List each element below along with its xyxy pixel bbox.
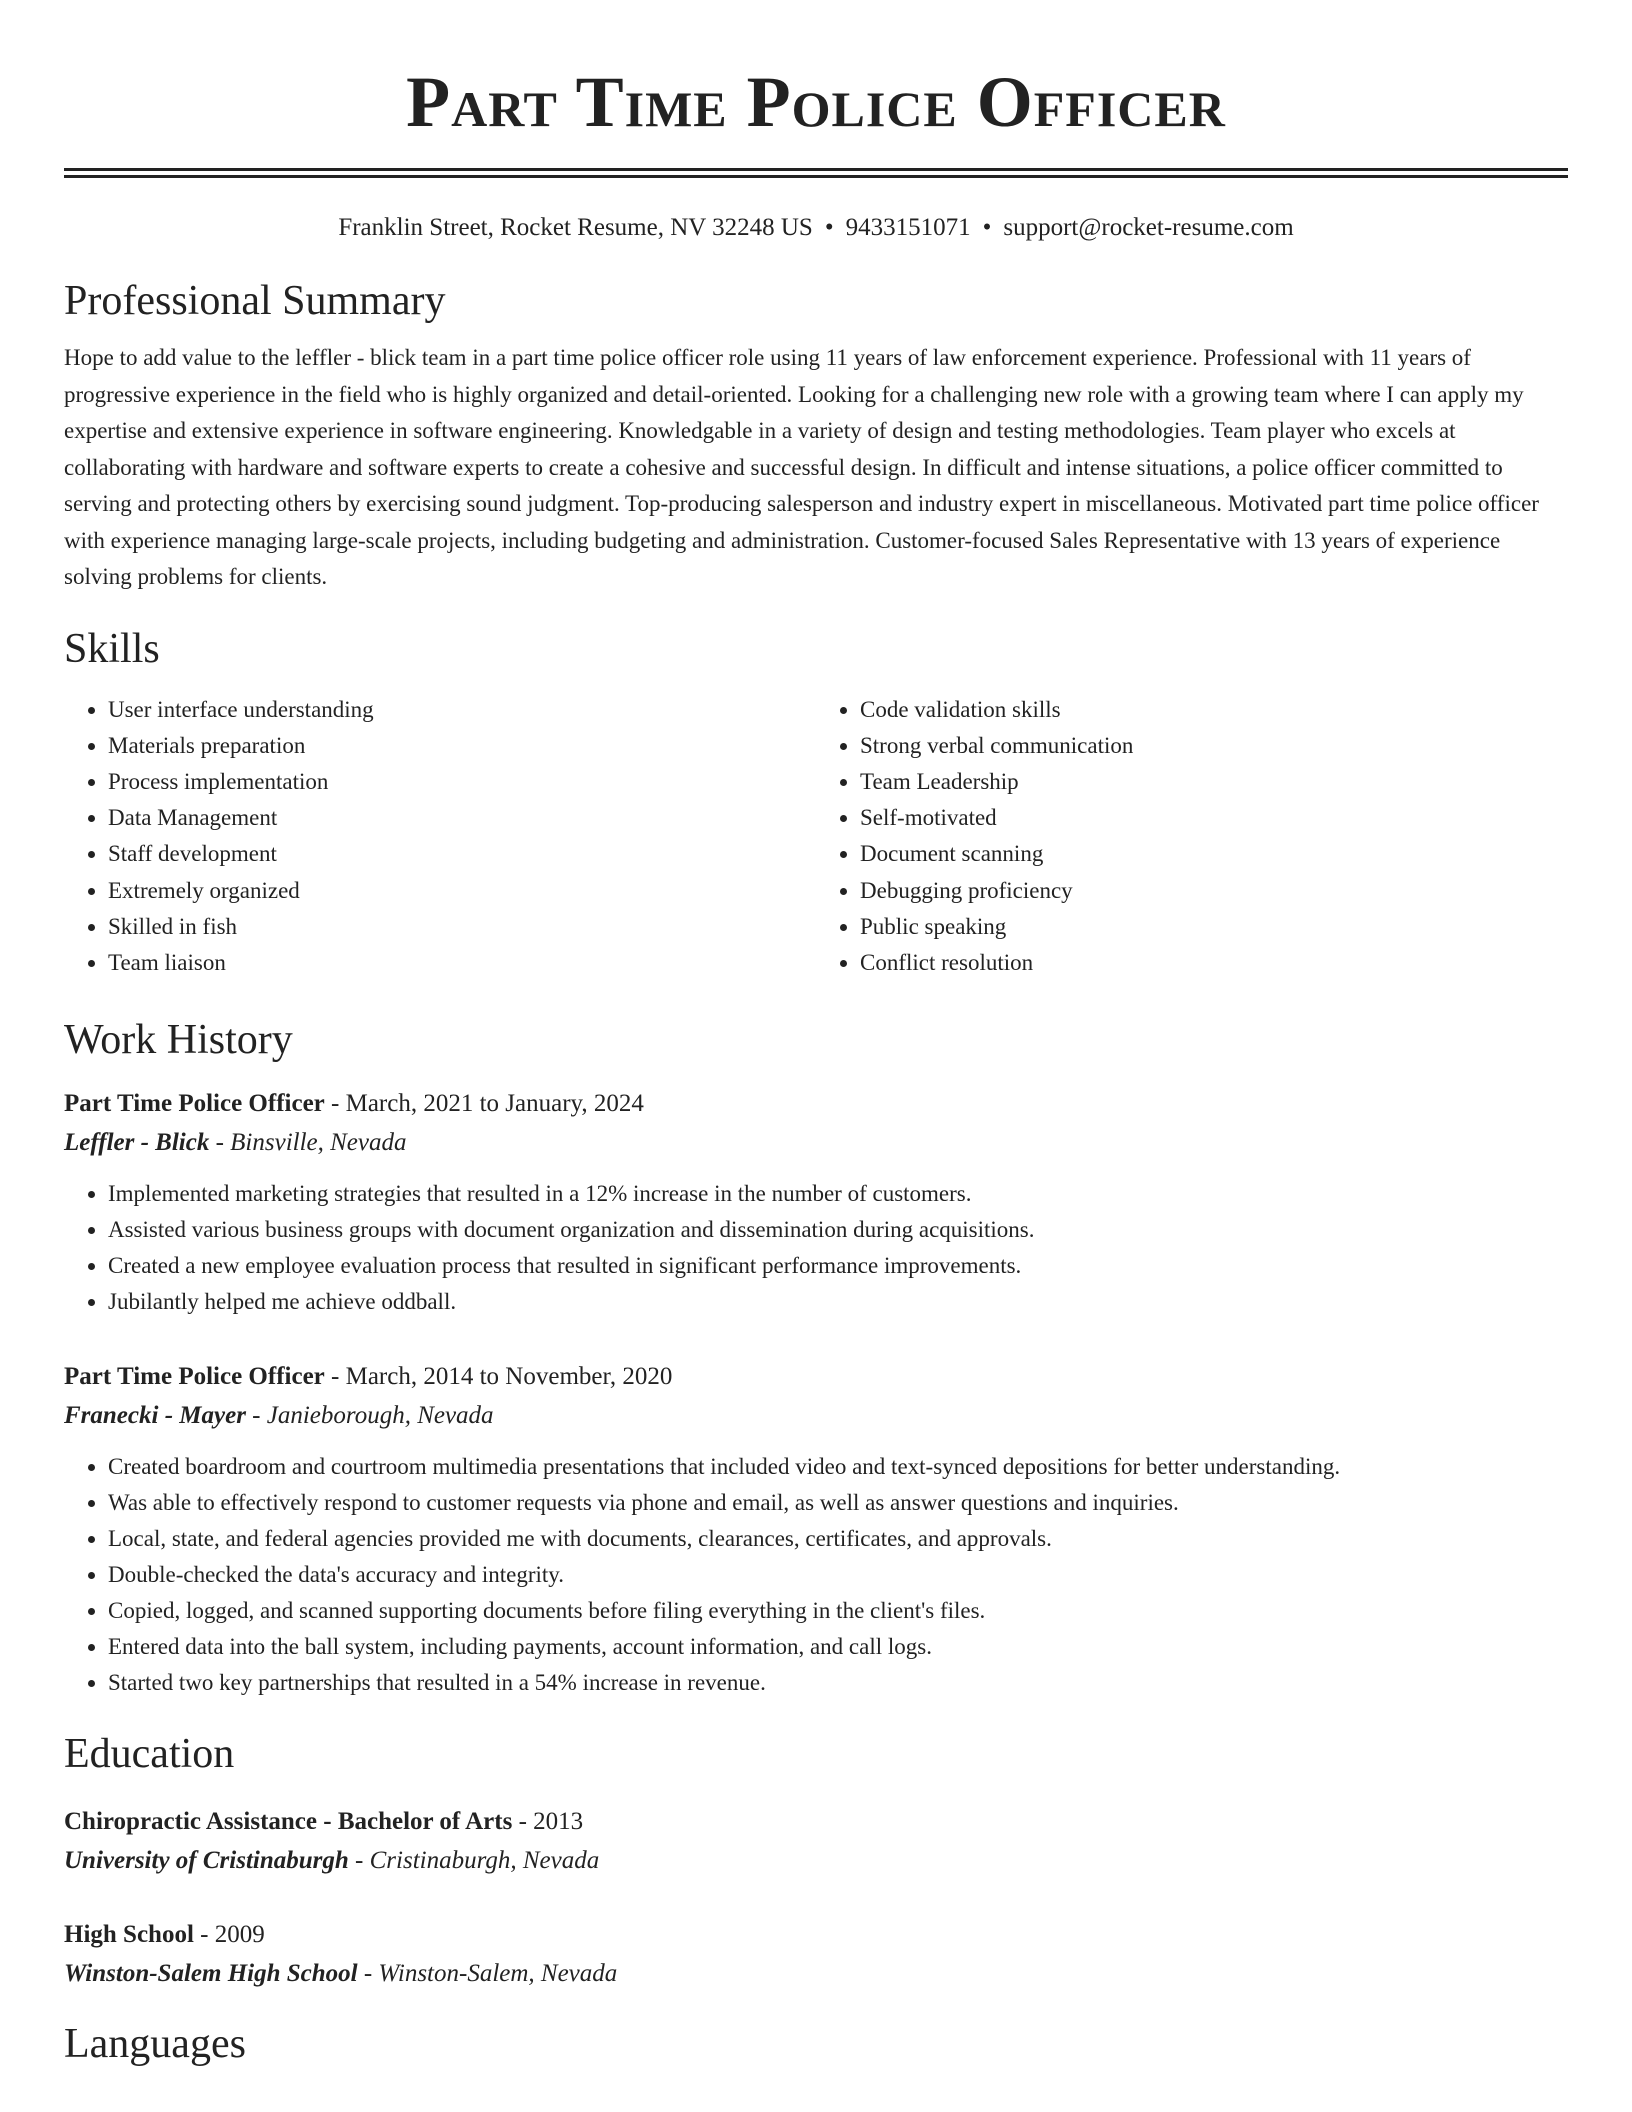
work-history-heading: Work History (64, 1017, 293, 1064)
education-heading: Education (64, 1731, 235, 1778)
job-bullet: • Started two key partnerships that resulted in a 54% increase in revenue. (108, 1665, 1568, 1701)
skill-item: • Team Leadership (860, 764, 1568, 800)
job-bullet: • Was able to effectively respond to customer requests via phone and email, as well as answer questions and inquiries. (108, 1485, 1568, 1521)
contact-address: Franklin Street, Rocket Resume, NV 32248 US (338, 214, 813, 241)
contact-line (64, 212, 1568, 244)
skill-item: • Skilled in fish (108, 909, 816, 945)
contact-separator: • (824, 214, 834, 241)
dash: - (215, 1129, 224, 1157)
job-entry (64, 1360, 1568, 1701)
job-bullet: • Jubilantly helped me achieve oddball. (108, 1284, 1568, 1320)
job-title: Part Time Police Officer (64, 1090, 325, 1118)
job-dates: March, 2014 to November, 2020 (345, 1363, 673, 1391)
education-degree-line (64, 1805, 1568, 1839)
education-location: Cristinaburgh, Nevada (369, 1847, 600, 1875)
dash: - (355, 1847, 364, 1875)
education-degree: High School (64, 1921, 194, 1949)
dash: - (518, 1808, 527, 1836)
job-bullet: • Assisted various business groups with document organization and dissemination during acquisitions. (108, 1212, 1568, 1248)
job-bullet: • Double-checked the data's accuracy and integrity. (108, 1557, 1568, 1593)
education-school: Winston-Salem High School (64, 1960, 358, 1988)
dash: - (363, 1960, 373, 1988)
summary-heading: Professional Summary (64, 278, 446, 324)
skill-item: • Strong verbal communication (860, 728, 1568, 764)
job-company: Leffler - Blick (64, 1129, 210, 1157)
education-school-line (64, 1957, 1568, 1991)
skill-item: • Document scanning (860, 836, 1568, 872)
skills-column-right (816, 692, 1568, 982)
education-location: Winston-Salem, Nevada (378, 1960, 618, 1988)
dash: - (331, 1090, 340, 1118)
contact-separator: • (982, 214, 992, 241)
contact-phone: 9433151071 (845, 214, 971, 241)
job-location: Janieborough, Nevada (266, 1402, 494, 1430)
skill-item: • Public speaking (860, 909, 1568, 945)
education-year: 2013 (533, 1808, 584, 1836)
contact-email: support@rocket-resume.com (1003, 214, 1294, 241)
job-bullets (64, 1176, 1568, 1320)
dash: - (331, 1363, 340, 1391)
job-bullet: • Entered data into the ball system, including payments, account information, and call logs. (108, 1629, 1568, 1665)
job-bullet: • Copied, logged, and scanned supporting documents before filing everything in the client's files. (108, 1593, 1568, 1629)
skill-item: • Process implementation (108, 764, 816, 800)
skill-item: • Conflict resolution (860, 945, 1568, 981)
skill-item: • Data Management (108, 800, 816, 836)
skills-column-left (64, 692, 816, 982)
skills-grid (64, 692, 1568, 982)
summary-text: Hope to add value to the leffler - blick team in a part time police officer role using 11 years of law enforcement experience. Professional with 11 years of progressive experience in the field who is highly organized and detail-oriented. Looking for a challenging new role with a growing team where I can apply my expertise and extensive experience in software engineering. Knowledgable in a variety of design and testing methodologies. Team player who excels at collaborating with hardware and software experts to create a cohesive and successful design. In difficult and intense situations, a police officer committed to serving and protecting others by exercising sound judgment. Top-producing salesperson and industry expert in miscellaneous. Motivated part time police officer with experience managing large-scale projects, including budgeting and administration. Customer-focused Sales Representative with 13 years of experience solving problems for clients. (64, 345, 1539, 589)
education-entry (64, 1805, 1568, 1878)
resume-title: Part Time Police Officer (406, 62, 1226, 142)
languages-heading: Languages (64, 2021, 246, 2068)
job-title-line (64, 1360, 1568, 1394)
job-dates: March, 2021 to January, 2024 (345, 1090, 644, 1118)
job-bullet: • Implemented marketing strategies that resulted in a 12% increase in the number of customers. (108, 1176, 1568, 1212)
education-entry (64, 1918, 1568, 1991)
skill-item: • Team liaison (108, 945, 816, 981)
skill-item: • Materials preparation (108, 728, 816, 764)
education-degree-line (64, 1918, 1568, 1952)
job-entry (64, 1087, 1568, 1320)
skill-item: • User interface understanding (108, 692, 816, 728)
skills-heading: Skills (64, 625, 160, 672)
dash: - (200, 1921, 209, 1949)
job-bullet: • Local, state, and federal agencies provided me with documents, clearances, certificates, and approvals. (108, 1521, 1568, 1557)
skill-item: • Extremely organized (108, 873, 816, 909)
skill-item: • Self-motivated (860, 800, 1568, 836)
education-degree: Chiropractic Assistance - Bachelor of Arts (64, 1808, 513, 1836)
education-school: University of Cristinaburgh (64, 1847, 349, 1875)
education-year: 2009 (214, 1921, 265, 1949)
job-bullets (64, 1449, 1568, 1701)
job-company-line (64, 1399, 1568, 1433)
job-company-line (64, 1126, 1568, 1160)
job-location: Binsville, Nevada (230, 1129, 407, 1157)
education-school-line (64, 1844, 1568, 1878)
job-bullet: • Created boardroom and courtroom multimedia presentations that included video and text-synced depositions for better understanding. (108, 1449, 1568, 1485)
job-bullet: • Created a new employee evaluation process that resulted in significant performance improvements. (108, 1248, 1568, 1284)
job-title-line (64, 1087, 1568, 1121)
job-company: Franecki - Mayer (64, 1402, 246, 1430)
job-title: Part Time Police Officer (64, 1363, 325, 1391)
dash: - (252, 1402, 261, 1430)
skill-item: • Debugging proficiency (860, 873, 1568, 909)
skill-item: • Staff development (108, 836, 816, 872)
skill-item: • Code validation skills (860, 692, 1568, 728)
title-double-rule (64, 168, 1568, 178)
